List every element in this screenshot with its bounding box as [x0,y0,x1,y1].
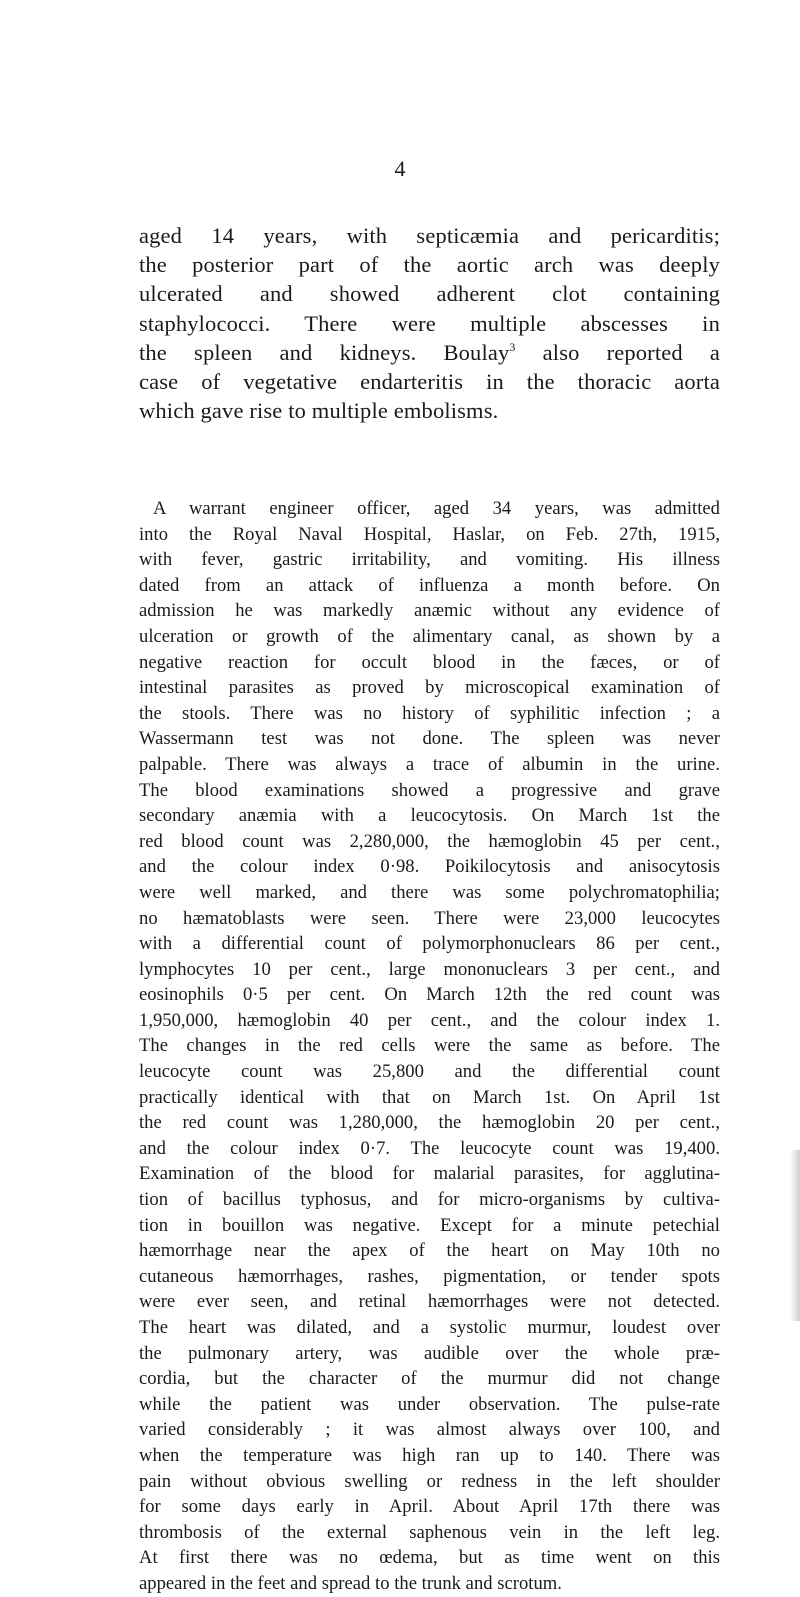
text-line: red blood count was 2,280,000, the hæmoglobin 45 per cent., [139,830,720,852]
text-line: The heart was dilated, and a systolic murmur, loudest over [139,1317,720,1338]
text-line: At first there was no œdema, but as time went on this [139,1547,720,1569]
text-line: Examination of the blood for malarial parasites, for agglutina- [139,1163,720,1185]
text-line: which gave rise to multiple embolisms. [139,398,499,424]
text-line: pain without obvious swelling or redness in the left shoulder [139,1470,720,1492]
text-line: Wassermann test was not done. The spleen was never [139,728,720,750]
text-line: the red count was 1,280,000, the hæmoglobin 20 per cent., [139,1112,720,1134]
text-line: while the patient was under observation. The pulse-rate [139,1393,720,1415]
text-line: The blood examinations showed a progressive and grave [139,779,720,801]
text-line: no hæmatoblasts were seen. There were 23,000 leucocytes [139,907,720,929]
text-line: 1,950,000, hæmoglobin 40 per cent., and the colour index 1. [139,1009,720,1031]
text-line: into the Royal Naval Hospital, Haslar, on Feb. 27th, 1915, [139,523,720,545]
text-line: and the colour index 0·7. The leucocyte count was 19,400. [139,1137,720,1159]
text-line: palpable. There was always a trace of albumin in the urine. [139,753,720,775]
text-line: secondary anæmia with a leucocytosis. On March 1st the [139,805,720,827]
text-line-tail: also reported a [515,339,720,365]
text-line: negative reaction for occult blood in the fæces, or of [139,651,720,673]
text-line-head: the spleen and kidneys. Boulay [139,339,510,365]
text-line: cutaneous hæmorrhages, rashes, pigmentation, or tender spots [139,1265,720,1287]
text-line: varied considerably ; it was almost always over 100, and [139,1419,720,1441]
paragraph-2 [139,496,720,1597]
text-line: cordia, but the character of the murmur did not change [139,1368,720,1390]
text-line: eosinophils 0·5 per cent. On March 12th the red count was [139,984,720,1006]
paragraph-1 [139,221,720,425]
text-line: tion in bouillon was negative. Except for a minute petechial [139,1214,720,1236]
text-line: tion of bacillus typhosus, and for micro-organisms by cultiva- [139,1189,720,1211]
text-line: staphylococci. There were multiple abscesses in [139,310,720,336]
text-line: when the temperature was high ran up to 140. There was [139,1444,720,1466]
page-edge-shadow [790,1150,800,1321]
text-line: The changes in the red cells were the same as before. The [139,1035,720,1057]
text-line: the pulmonary artery, was audible over the whole præ- [139,1342,720,1364]
text-line: with fever, gastric irritability, and vomiting. His illness [139,549,720,571]
reference-mark: 3 [509,339,516,354]
text-line: lymphocytes 10 per cent., large mononuclears 3 per cent., and [139,958,720,980]
text-line: were well marked, and there was some polychromatophilia; [139,881,720,903]
text-line: case of vegetative endarteritis in the thoracic aorta [139,369,720,395]
text-line [139,338,720,367]
text-line: thrombosis of the external saphenous vein in the left leg. [139,1521,720,1543]
text-line: ulcerated and showed adherent clot containing [139,281,720,307]
text-line: A warrant engineer officer, aged 34 years, was admitted [153,498,720,519]
text-line: appeared in the feet and spread to the trunk and scrotum. [139,1572,562,1594]
text-line: dated from an attack of influenza a month before. On [139,574,720,596]
text-line: the posterior part of the aortic arch was deeply [139,252,720,278]
text-line: leucocyte count was 25,800 and the differential count [139,1061,720,1083]
text-line: with a differential count of polymorphonuclears 86 per cent., [139,933,720,955]
text-line: intestinal parasites as proved by microscopical examination of [139,677,720,699]
text-line: hæmorrhage near the apex of the heart on May 10th no [139,1240,720,1262]
text-line: ulceration or growth of the alimentary canal, as shown by a [139,625,720,647]
text-line: for some days early in April. About April 17th there was [139,1496,720,1518]
text-line: practically identical with that on March 1st. On April 1st [139,1086,720,1108]
text-line: the stools. There was no history of syphilitic infection ; a [139,702,720,724]
text-line: were ever seen, and retinal hæmorrhages were not detected. [139,1291,720,1313]
text-line: aged 14 years, with septicæmia and pericarditis; [139,223,720,248]
page-number: 4 [394,156,406,181]
text-line: and the colour index 0·98. Poikilocytosis and anisocytosis [139,856,720,878]
text-line: admission he was markedly anæmic without any evidence of [139,600,720,622]
